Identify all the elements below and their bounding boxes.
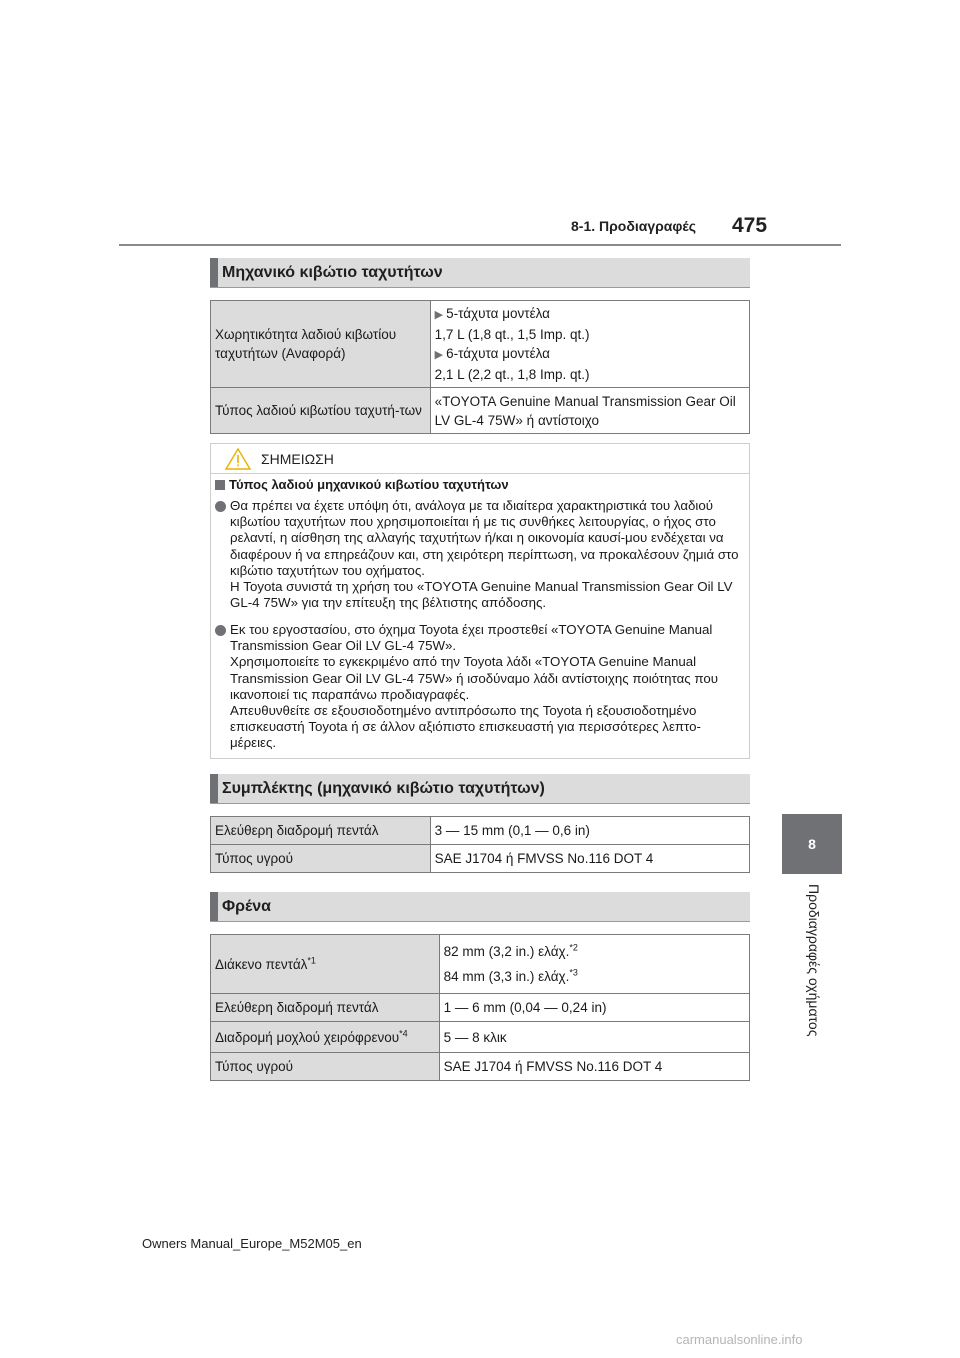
- footer-text: Owners Manual_Europe_M52M05_en: [142, 1236, 362, 1251]
- footnote-marker: *4: [399, 1028, 408, 1038]
- section-accent: [210, 774, 218, 803]
- value-text: 84 mm (3,3 in.) ελάχ.: [443, 969, 570, 984]
- table-row: [211, 994, 750, 1022]
- square-bullet-icon: [215, 480, 225, 490]
- section-title: Φρένα: [222, 897, 271, 915]
- table-key: Τύπος υγρού: [211, 1053, 440, 1081]
- watermark-text: carmanualsonline.info: [676, 1332, 803, 1347]
- table-value: SAE J1704 ή FMVSS No.116 DOT 4: [439, 1053, 749, 1081]
- chapter-side-label: Προδιαγραφές οχήματος: [806, 884, 822, 1037]
- table-row: [211, 1022, 750, 1053]
- table-value: [439, 935, 749, 994]
- table-value: [430, 301, 749, 388]
- footnote-marker: *1: [307, 955, 316, 965]
- note-paragraph: Θα πρέπει να έχετε υπόψη ότι, ανάλογα με τα ιδιαίτερα χαρακτηριστικά του λαδιού κιβωτίου ταχυτήτων που χρησιμοποιείται ή με τις συνθήκες λειτουργίας, ο ήχος στο ρελαντί, η αίσθηση της αλλαγής ταχυτήτων ή/και η οικονομία καυσί-μου ενδέχεται να διαφέρουν ή να επηρεάζουν και, στη χειρότερη περίπτωση, να προκαλέσουν ζημιά στο κιβώτιο ταχυτήτων του οχήματος.: [230, 498, 739, 578]
- chapter-tab: 8: [782, 814, 842, 874]
- capacity-value: 1,7 L (1,8 qt., 1,5 Imp. qt.): [434, 327, 590, 342]
- footnote-marker: *3: [569, 967, 578, 978]
- note-box: [210, 443, 750, 759]
- warning-triangle-icon: [225, 448, 251, 470]
- section-title: Μηχανικό κιβώτιο ταχυτήτων: [222, 263, 443, 281]
- table-key: [211, 935, 440, 994]
- transmission-spec-table: [210, 300, 750, 434]
- footnote-marker: *2: [569, 942, 578, 953]
- note-paragraph: Η Toyota συνιστά τη χρήση του «TOYOTA Genuine Manual Transmission Gear Oil LV GL-4 75W» για την επίτευξη της βέλτιστης απόδοσης.: [230, 579, 733, 611]
- note-paragraph: Εκ του εργοστασίου, στο όχημα Toyota έχει προστεθεί «TOYOTA Genuine Manual Transmission Gear Oil LV GL-4 75W».: [230, 622, 713, 654]
- section-accent: [210, 258, 218, 287]
- table-row: [211, 845, 750, 873]
- table-value: 1 — 6 mm (0,04 — 0,24 in): [439, 994, 749, 1022]
- note-bullet: [215, 498, 743, 611]
- key-text: Διάκενο πεντάλ: [215, 956, 308, 972]
- table-value: «TOYOTA Genuine Manual Transmission Gear Oil LV GL-4 75W» ή αντίστοιχο: [430, 388, 749, 434]
- triangle-bullet-icon: ▶: [434, 309, 444, 321]
- table-key: Ελεύθερη διαδρομή πεντάλ: [211, 817, 431, 845]
- table-row: [211, 388, 750, 434]
- capacity-value: 2,1 L (2,2 qt., 1,8 Imp. qt.): [434, 367, 590, 382]
- value-text: 82 mm (3,2 in.) ελάχ.: [443, 944, 570, 959]
- note-header: [211, 444, 749, 474]
- note-subtitle: [215, 477, 509, 492]
- table-row: [211, 301, 750, 388]
- running-header-section: 8-1. Προδιαγραφές: [571, 218, 696, 234]
- section-accent: [210, 892, 218, 921]
- table-key: Ελεύθερη διαδρομή πεντάλ: [211, 994, 440, 1022]
- section-bar-clutch: [210, 774, 750, 804]
- table-row: [211, 817, 750, 845]
- table-row: [211, 1053, 750, 1081]
- table-key: Χωρητικότητα λαδιού κιβωτίου ταχυτήτων (Αναφορά): [211, 301, 431, 388]
- note-label: ΣΗΜΕΙΩΣΗ: [261, 450, 334, 467]
- section-title: Συμπλέκτης (μηχανικό κιβώτιο ταχυτήτων): [222, 779, 545, 797]
- note-paragraph: Χρησιμοποιείτε το εγκεκριμένο από την Toyota λάδι «TOYOTA Genuine Manual Transmission Gear Oil LV GL-4 75W» ή ισοδύναμο λάδι αντίστοιχης ποιότητας που ικανοποιεί τις παραπάνω προδιαγραφές.: [230, 654, 719, 702]
- page-number: 475: [732, 214, 768, 237]
- brake-spec-table: [210, 934, 750, 1081]
- note-paragraph: Απευθυνθείτε σε εξουσιοδοτημένο αντιπρόσωπο της Toyota ή εξουσιοδοτημένο επισκευαστή Toyota ή σε άλλον αξιόπιστο επισκευαστή για περισσότερες λεπτο-μέρειες.: [230, 703, 701, 751]
- table-value: SAE J1704 ή FMVSS No.116 DOT 4: [430, 845, 749, 873]
- model-label: 6-τάχυτα μοντέλα: [446, 346, 550, 361]
- model-label: 5-τάχυτα μοντέλα: [446, 306, 550, 321]
- section-bar-brakes: [210, 892, 750, 922]
- table-row: [211, 935, 750, 994]
- header-rule: [119, 244, 841, 246]
- triangle-bullet-icon: ▶: [434, 349, 444, 361]
- table-key: Τύπος υγρού: [211, 845, 431, 873]
- key-text: Διαδρομή μοχλού χειρόφρενου: [215, 1029, 400, 1045]
- clutch-spec-table: [210, 816, 750, 873]
- section-bar-manual-transmission: [210, 258, 750, 288]
- circle-bullet-icon: [215, 501, 226, 512]
- table-value: 3 — 15 mm (0,1 — 0,6 in): [430, 817, 749, 845]
- circle-bullet-icon: [215, 625, 226, 636]
- table-key: Τύπος λαδιού κιβωτίου ταχυτή-των: [211, 388, 431, 434]
- note-bullet: [215, 622, 743, 752]
- note-subtitle-text: Τύπος λαδιού μηχανικού κιβωτίου ταχυτήτων: [229, 477, 509, 492]
- table-key: [211, 1022, 440, 1053]
- table-value: 5 — 8 κλικ: [439, 1022, 749, 1053]
